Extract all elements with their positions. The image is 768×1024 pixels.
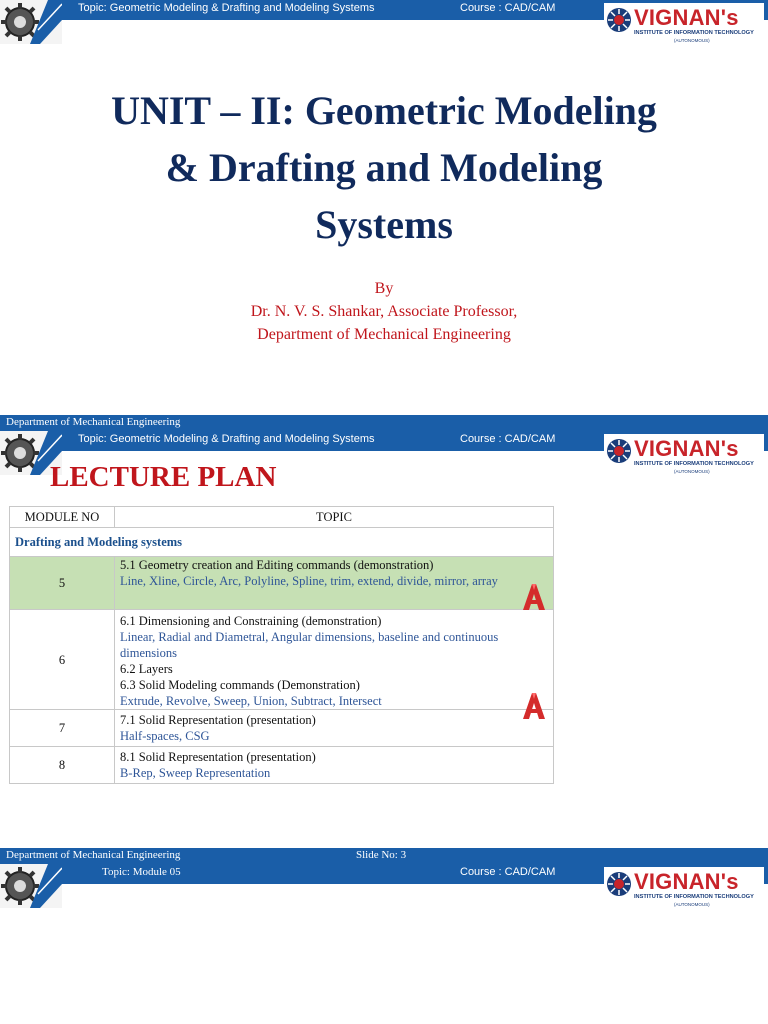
logo-status: (AUTONOMOUS)	[674, 902, 710, 907]
module-number: 6	[10, 610, 115, 710]
logo-status: (AUTONOMOUS)	[674, 38, 710, 43]
autocad-icon	[521, 583, 547, 611]
logo-name: VIGNAN's	[634, 5, 739, 30]
topic-subline: Extrude, Revolve, Sweep, Union, Subtract, Intersect	[120, 694, 382, 708]
vignans-emblem-icon	[606, 438, 632, 464]
table-row	[10, 747, 554, 784]
topic-cell	[115, 557, 554, 610]
logo-status: (AUTONOMOUS)	[674, 469, 710, 474]
topic-line: 7.1 Solid Representation (presentation)	[120, 713, 316, 727]
by-label: By	[374, 280, 394, 297]
vignans-emblem-icon	[606, 871, 632, 897]
topic-line: 8.1 Solid Representation (presentation)	[120, 750, 316, 764]
topic-line: 5.1 Geometry creation and Editing commands (demonstration)	[120, 558, 434, 572]
logo-name: VIGNAN's	[634, 869, 739, 894]
module-number: 5	[10, 557, 115, 610]
lecture-plan-title: LECTURE PLAN	[50, 461, 277, 493]
lecture-plan-table	[9, 506, 554, 784]
footer-department: Department of Mechanical Engineering	[6, 416, 181, 428]
header-topic: Topic: Module 05	[102, 866, 181, 878]
author-name: Dr. N. V. S. Shankar, Associate Professor,	[250, 303, 518, 320]
section-row	[10, 528, 554, 557]
topic-subline: Half-spaces, CSG	[120, 729, 210, 743]
topic-subline: Line, Xline, Circle, Arc, Polyline, Spline, trim, extend, divide, mirror, array	[120, 574, 498, 588]
author-department: Department of Mechanical Engineering	[257, 326, 511, 343]
header-topic: Topic: Geometric Modeling & Drafting and Modeling Systems	[78, 433, 375, 445]
title-line: Systems	[315, 202, 453, 247]
vignans-emblem-icon	[606, 7, 632, 33]
topic-subline: Linear, Radial and Diametral, Angular dimensions, baseline and continuous dimensions	[120, 630, 499, 660]
header-topic: Topic: Geometric Modeling & Drafting and Modeling Systems	[78, 2, 375, 14]
table-row	[10, 710, 554, 747]
topic-line: 6.2 Layers	[120, 662, 173, 676]
slide-3	[0, 864, 768, 1024]
logo-subtitle: INSTITUTE OF INFORMATION TECHNOLOGY	[634, 894, 754, 900]
topic-subline: B-Rep, Sweep Representation	[120, 766, 271, 780]
footer-bar	[0, 415, 768, 431]
header-topic-col: TOPIC	[115, 507, 554, 528]
table-row	[10, 557, 554, 610]
module-number: 8	[10, 747, 115, 784]
title-line: UNIT – II: Geometric Modeling	[111, 88, 657, 133]
topic-cell	[115, 747, 554, 784]
logo-subtitle: INSTITUTE OF INFORMATION TECHNOLOGY	[634, 461, 754, 467]
logo-subtitle: INSTITUTE OF INFORMATION TECHNOLOGY	[634, 30, 754, 36]
vignans-logo	[604, 434, 764, 478]
gear-logo-icon	[0, 0, 62, 44]
title-line: & Drafting and Modeling	[165, 145, 603, 190]
author-block	[0, 277, 768, 346]
topic-cell	[115, 710, 554, 747]
module-number: 7	[10, 710, 115, 747]
header-course: Course : CAD/CAM	[460, 2, 556, 14]
section-title: Drafting and Modeling systems	[10, 528, 554, 557]
autocad-icon	[521, 692, 547, 720]
topic-line: 6.3 Solid Modeling commands (Demonstration)	[120, 678, 360, 692]
footer-department: Department of Mechanical Engineering	[6, 849, 181, 861]
footer-bar	[0, 848, 768, 864]
logo-name: VIGNAN's	[634, 436, 739, 461]
vignans-logo	[604, 867, 764, 911]
header-module-no: MODULE NO	[10, 507, 115, 528]
topic-line: 6.1 Dimensioning and Constraining (demonstration)	[120, 614, 382, 628]
slide-number: Slide No: 3	[356, 849, 407, 861]
topic-cell	[115, 610, 554, 710]
table-header-row	[10, 507, 554, 528]
header-course: Course : CAD/CAM	[460, 866, 556, 878]
slide-1	[0, 0, 768, 415]
slide-title	[20, 82, 748, 253]
table-row	[10, 610, 554, 710]
gear-logo-icon	[0, 864, 62, 908]
header-course: Course : CAD/CAM	[460, 433, 556, 445]
vignans-logo	[604, 3, 764, 47]
